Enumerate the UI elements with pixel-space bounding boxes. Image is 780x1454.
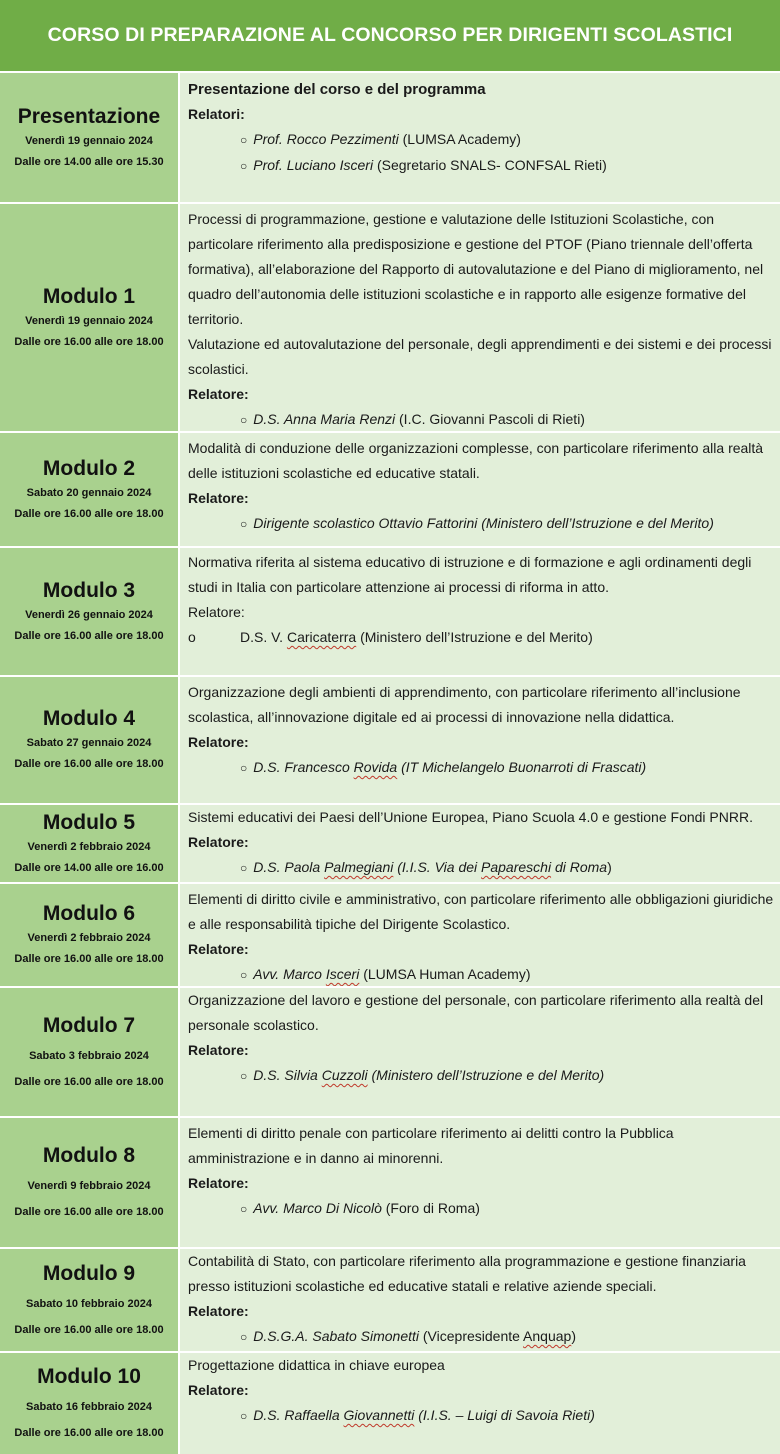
- session-header: [0, 548, 178, 675]
- session-time: Dalle ore 16.00 alle ore 18.00: [14, 629, 164, 642]
- session-description: Modalità di conduzione delle organizzazioni complesse, con particolare riferimento alla realtà delle istituzioni scolastiche ed educative statali.: [188, 440, 764, 481]
- session-date: Venerdì 19 gennaio 2024: [25, 134, 153, 147]
- speaker-item: [188, 1063, 774, 1089]
- speaker-item: [188, 1196, 774, 1222]
- bullet-icon: ○: [240, 1202, 248, 1216]
- speaker-item: [188, 755, 774, 781]
- speaker-affiliation: (LUMSA Human Academy): [359, 966, 531, 982]
- speaker-affiliation: (Segretario SNALS- CONFSAL Rieti): [376, 157, 607, 173]
- session-title: Modulo 5: [42, 810, 136, 834]
- speaker-name: Prof. Rocco Pezzimenti: [253, 131, 403, 147]
- session-date: Sabato 10 febbraio 2024: [26, 1297, 152, 1310]
- session-title: Modulo 7: [42, 1013, 136, 1037]
- bullet-icon: ○: [240, 1069, 248, 1083]
- speaker-surname: Anquap: [523, 1328, 572, 1344]
- session-date: Sabato 3 febbraio 2024: [29, 1049, 149, 1062]
- session-row-modulo-4: [0, 675, 780, 803]
- bullet-icon: o: [188, 629, 196, 645]
- session-content: [180, 1249, 780, 1351]
- session-content: [180, 73, 780, 202]
- bullet-icon: ○: [240, 761, 248, 775]
- session-time: Dalle ore 14.00 alle ore 15.30: [14, 155, 164, 168]
- speaker-name: Dirigente scolastico Ottavio Fattorini (Ministero dell’Istruzione e del Merito): [253, 515, 714, 531]
- session-header: [0, 73, 178, 202]
- session-row-modulo-7: [0, 986, 780, 1116]
- bullet-icon: ○: [240, 861, 248, 875]
- session-title: Modulo 10: [37, 1365, 141, 1388]
- relatore-label: Relatore:: [188, 834, 249, 850]
- session-title: Modulo 2: [42, 456, 136, 480]
- speaker-name: D.S.G.A. Sabato Simonetti: [253, 1328, 419, 1344]
- speaker-affiliation: (Foro di Roma): [381, 1200, 480, 1216]
- bullet-icon: ○: [240, 133, 248, 147]
- session-header: [0, 884, 178, 986]
- session-content: [180, 433, 780, 546]
- session-description: Elementi di diritto penale con particolare riferimento ai delitti contro la Pubblica amministrazione e in danno ai minorenni.: [188, 1125, 674, 1166]
- session-header: [0, 1118, 178, 1247]
- session-header: [0, 204, 178, 431]
- speaker-close: ): [571, 1328, 576, 1344]
- session-content: [180, 677, 780, 803]
- session-content: [180, 204, 780, 431]
- session-row-modulo-3: [0, 546, 780, 675]
- relatore-label: Relatore:: [188, 1175, 249, 1191]
- bullet-icon: ○: [240, 413, 248, 427]
- session-row-modulo-5: [0, 803, 780, 882]
- session-content: [180, 1118, 780, 1247]
- schedule-table: [0, 71, 780, 1454]
- session-header: [0, 677, 178, 803]
- session-date: Venerdì 19 gennaio 2024: [25, 314, 153, 327]
- session-title: Modulo 1: [42, 284, 136, 308]
- speaker-item: [188, 153, 774, 179]
- session-time: Dalle ore 16.00 alle ore 18.00: [14, 758, 164, 770]
- session-description: Contabilità di Stato, con particolare riferimento alla programmazione e gestione finanziaria presso istituzioni scolastiche ed educative statali e relative aziende speciali.: [188, 1253, 746, 1294]
- session-description-2: Valutazione ed autovalutazione del personale, degli apprendimenti e dei sistemi e dei processi scolastici.: [188, 336, 772, 377]
- relatore-label: Relatore:: [188, 1303, 249, 1319]
- page-title: CORSO DI PREPARAZIONE AL CONCORSO PER DIRIGENTI SCOLASTICI: [47, 24, 733, 46]
- session-row-modulo-2: [0, 431, 780, 546]
- session-date: Sabato 16 febbraio 2024: [26, 1401, 152, 1413]
- session-title: Modulo 3: [42, 578, 136, 602]
- session-heading: Presentazione del corso e del programma: [188, 81, 486, 98]
- bullet-icon: ○: [240, 1330, 248, 1344]
- session-title: Modulo 9: [42, 1261, 136, 1285]
- speaker-item: [188, 625, 774, 650]
- session-content: [180, 548, 780, 675]
- session-header: [0, 1249, 178, 1351]
- speaker-prefix: D.S. Silvia: [253, 1067, 322, 1083]
- session-date: Venerdì 9 febbraio 2024: [27, 1180, 151, 1192]
- session-time: Dalle ore 16.00 alle ore 18.00: [14, 953, 164, 965]
- session-row-modulo-9: [0, 1247, 780, 1351]
- speaker-surname: Giovannetti: [343, 1407, 415, 1423]
- relatore-label: Relatore:: [188, 1042, 249, 1058]
- speaker-mid: (Vicepresidente: [419, 1328, 524, 1344]
- speaker-prefix: D.S. Raffaella: [253, 1407, 344, 1423]
- speaker-name: Avv. Marco Di Nicolò: [253, 1200, 382, 1216]
- relatore-label: Relatore:: [188, 604, 245, 620]
- speaker-close: ): [607, 859, 612, 875]
- speaker-name: Prof. Luciano Isceri: [253, 157, 377, 173]
- session-time: Dalle ore 16.00 alle ore 18.00: [14, 1075, 164, 1088]
- speaker-item: [188, 511, 774, 537]
- session-description: Progettazione didattica in chiave europea: [188, 1357, 445, 1373]
- session-date: Venerdì 2 febbraio 2024: [27, 840, 151, 853]
- speaker-item: [188, 407, 774, 433]
- speaker-surname-2: Papareschi: [481, 859, 552, 875]
- speaker-item: [188, 1324, 774, 1350]
- relatore-label: Relatore:: [188, 386, 249, 402]
- speaker-name: D.S. Anna Maria Renzi: [253, 411, 396, 427]
- relatore-label: Relatore:: [188, 734, 249, 750]
- speaker-item: [188, 855, 774, 881]
- relatore-label: Relatore:: [188, 1382, 249, 1398]
- session-time: Dalle ore 16.00 alle ore 18.00: [14, 507, 164, 520]
- speaker-surname: Palmegiani: [324, 859, 394, 875]
- speaker-item: [188, 127, 774, 153]
- bullet-icon: ○: [240, 159, 248, 173]
- speaker-mid: (I.I.S. Via dei: [393, 859, 482, 875]
- session-header: [0, 433, 178, 546]
- session-description: Processi di programmazione, gestione e valutazione delle Istituzioni Scolastiche, con particolare riferimento alla predisposizione e gestione del PTOF (Piano triennale dell’offerta formativa), all’elaborazione del Rapporto di autovalutazione e del Piano di miglioramento, nel quadro dell’autonomia delle istituzioni scolastiche e in rapporto alle esigenze formative del territorio.: [188, 211, 764, 327]
- session-row-modulo-10: [0, 1351, 780, 1454]
- speaker-affiliation: (I.I.S. – Luigi di Savoia Rieti): [414, 1407, 595, 1423]
- session-title: Presentazione: [17, 104, 161, 128]
- session-time: Dalle ore 16.00 alle ore 18.00: [14, 335, 164, 348]
- page-header: [0, 0, 780, 71]
- session-content: [180, 1353, 780, 1454]
- bullet-icon: ○: [240, 517, 248, 531]
- relatore-label: Relatori:: [188, 106, 245, 122]
- session-row-modulo-8: [0, 1116, 780, 1247]
- bullet-icon: ○: [240, 968, 248, 982]
- session-title: Modulo 8: [42, 1144, 136, 1167]
- speaker-end: di Roma: [551, 859, 608, 875]
- speaker-item: [188, 1403, 774, 1429]
- bullet-icon: ○: [240, 1409, 248, 1423]
- relatore-label: Relatore:: [188, 941, 249, 957]
- speaker-affiliation: (I.C. Giovanni Pascoli di Rieti): [395, 411, 585, 427]
- session-content: [180, 988, 780, 1116]
- speaker-affiliation: (Ministero dell’Istruzione e del Merito): [367, 1067, 605, 1083]
- speaker-prefix: Avv. Marco: [253, 966, 326, 982]
- session-row-presentazione: [0, 71, 780, 202]
- session-header: [0, 805, 178, 882]
- session-description: Normativa riferita al sistema educativo di istruzione e di formazione e agli ordinamenti degli studi in Italia con particolare attenzione ai processi di riforma in atto.: [188, 554, 752, 595]
- speaker-prefix: D.S. Francesco: [253, 759, 354, 775]
- speaker-affiliation: (IT Michelangelo Buonarroti di Frascati): [397, 759, 647, 775]
- speaker-surname: Rovida: [353, 759, 398, 775]
- session-title: Modulo 4: [42, 707, 136, 730]
- session-content: [180, 805, 780, 882]
- session-description: Elementi di diritto civile e amministrativo, con particolare riferimento alle obbligazioni giuridiche e alle responsabilità tipiche del Dirigente Scolastico.: [188, 891, 774, 932]
- session-time: Dalle ore 16.00 alle ore 18.00: [14, 1323, 164, 1336]
- speaker-prefix: D.S. V.: [240, 629, 287, 645]
- relatore-label: Relatore:: [188, 490, 249, 506]
- session-header: [0, 988, 178, 1116]
- speaker-surname: Cuzzoli: [321, 1067, 368, 1083]
- session-row-modulo-6: [0, 882, 780, 986]
- session-row-modulo-1: [0, 202, 780, 431]
- session-time: Dalle ore 16.00 alle ore 18.00: [14, 1206, 164, 1218]
- speaker-prefix: D.S. Paola: [253, 859, 325, 875]
- session-content: [180, 884, 780, 986]
- session-date: Venerdì 26 gennaio 2024: [25, 608, 153, 621]
- speaker-affiliation: (LUMSA Academy): [402, 131, 521, 147]
- session-title: Modulo 6: [42, 902, 136, 925]
- session-date: Sabato 27 gennaio 2024: [26, 737, 152, 749]
- speaker-item: [188, 962, 774, 988]
- session-date: Venerdì 2 febbraio 2024: [27, 932, 151, 944]
- speaker-surname: Isceri: [325, 966, 360, 982]
- session-header: [0, 1353, 178, 1454]
- session-description: Organizzazione degli ambienti di apprendimento, con particolare riferimento all’inclusione scolastica, all’innovazione digitale ed ai processi di innovazione nella didattica.: [188, 684, 741, 725]
- session-description: Organizzazione del lavoro e gestione del personale, con particolare riferimento alla realtà del personale scolastico.: [188, 992, 764, 1033]
- speaker-surname: Caricaterra: [286, 629, 357, 645]
- session-time: Dalle ore 16.00 alle ore 18.00: [14, 1427, 164, 1439]
- speaker-affiliation: (Ministero dell’Istruzione e del Merito): [356, 629, 593, 645]
- session-time: Dalle ore 14.00 alle ore 16.00: [14, 861, 164, 874]
- session-date: Sabato 20 gennaio 2024: [26, 486, 152, 499]
- session-description: Sistemi educativi dei Paesi dell’Unione Europea, Piano Scuola 4.0 e gestione Fondi PNRR.: [188, 809, 753, 825]
